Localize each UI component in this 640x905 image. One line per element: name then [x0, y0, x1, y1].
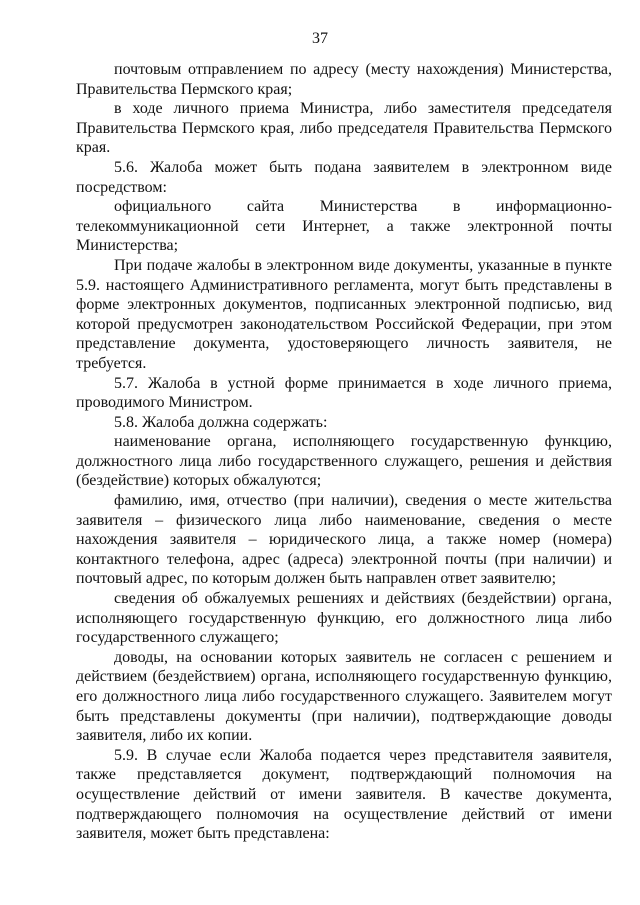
- document-body: [76, 60, 612, 844]
- paragraph-postal: почтовым отправлением по адресу (месту нахождения) Министерства, Правительства Пермского края;: [76, 61, 612, 98]
- paragraph-5-8: 5.8. Жалоба должна содержать:: [114, 413, 328, 431]
- paragraph-electronic-documents: При подаче жалобы в электронном виде документы, указанные в пункте 5.9. настоящего Административного регламента, могут быть представлены в форме электронных документов, подписанных электронной подписью, вид которой предусмотрен законодательством Российской Федерации, при этом представление документа, удостоверяющего личность заявителя, не требуется.: [76, 256, 612, 372]
- paragraph-personal-reception: в ходе личного приема Министра, либо заместителя председателя Правительства Пермского края, либо председателя Правительства Пермского края.: [76, 100, 612, 157]
- paragraph-5-9: 5.9. В случае если Жалоба подается через представителя заявителя, также представляется документ, подтверждающий полномочия на осуществление действий от имени заявителя. В качестве документа, подтверждающего полномочия на осуществление действий от имени заявителя, может быть представлена:: [76, 746, 612, 843]
- paragraph-arguments: доводы, на основании которых заявитель не согласен с решением и действием (бездействием) органа, исполняющего государственную функцию, его должностного лица либо государственного служащего. Заявителем могут быть представлены документы (при наличии), подтверждающие доводы заявителя, либо их копии.: [76, 648, 612, 745]
- paragraph-5-6: 5.6. Жалоба может быть подана заявителем в электронном виде посредством:: [76, 158, 612, 196]
- paragraph-5-7: 5.7. Жалоба в устной форме принимается в ходе личного приема, проводимого Министром.: [76, 374, 612, 412]
- paragraph-organ-name: наименование органа, исполняющего государственную функцию, должностного лица либо государственного служащего, решения и действия (бездействие) которых обжалуются;: [76, 433, 612, 490]
- page-number: 37: [312, 30, 328, 47]
- paragraph-appealed-decisions: сведения об обжалуемых решениях и действиях (бездействии) органа, исполняющего государственную функцию, его должностного лица либо государственного служащего;: [76, 590, 612, 647]
- paragraph-official-site: официального сайта Министерства в информационно-телекоммуникационной сети Интернет, а также электронной почты Министерства;: [76, 198, 612, 255]
- paragraph-applicant-details: фамилию, имя, отчество (при наличии), сведения о месте жительства заявителя – физического лица либо наименование, сведения о месте нахождения заявителя – юридического лица, а также номер (номера) контактного телефона, адрес (адреса) электронной почты (при наличии) и почтовый адрес, по которым должен быть направлен ответ заявителю;: [76, 492, 612, 588]
